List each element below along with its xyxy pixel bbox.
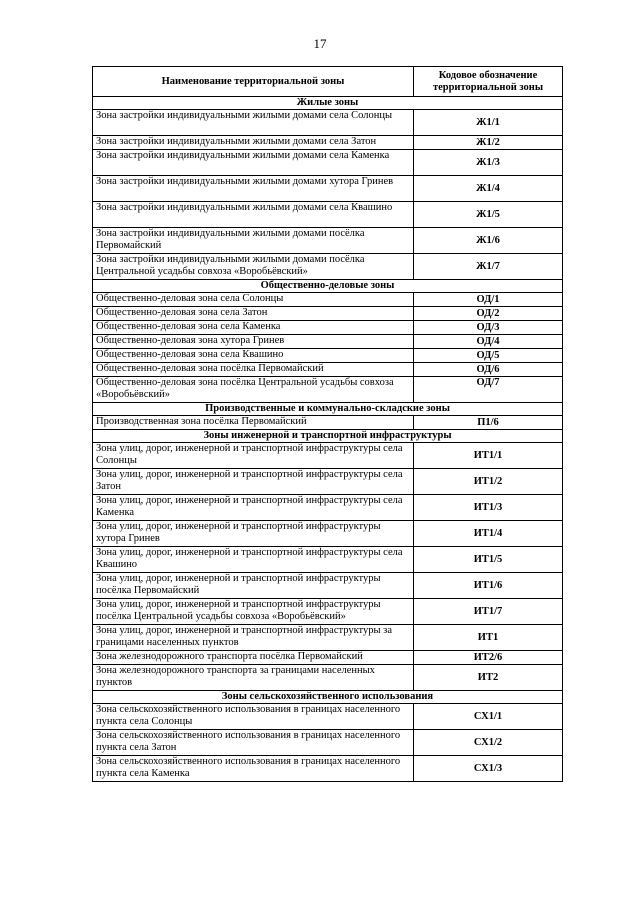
zone-name-cell: Зона сельскохозяйственного использования в границах населенного пункта села Каменка <box>93 756 414 782</box>
zone-code-cell: ИТ2 <box>414 665 563 691</box>
zone-name-cell: Общественно-деловая зона посёлка Центральной усадьбы совхоза «Воробьёвский» <box>93 377 414 403</box>
zone-name-cell: Общественно-деловая зона хутора Гринев <box>93 335 414 349</box>
zone-name-cell: Зона улиц, дорог, инженерной и транспортной инфраструктуры села Затон <box>93 469 414 495</box>
zone-code-cell: Ж1/5 <box>414 202 563 228</box>
zone-name-cell: Производственная зона посёлка Первомайский <box>93 416 414 430</box>
table-row <box>93 349 563 363</box>
section-row <box>93 280 563 293</box>
table-row <box>93 599 563 625</box>
zone-name-cell: Зона улиц, дорог, инженерной и транспортной инфраструктуры села Квашино <box>93 547 414 573</box>
table-row <box>93 293 563 307</box>
zone-name-cell: Зона застройки индивидуальными жилыми домами села Квашино <box>93 202 414 228</box>
zone-name-cell: Зона застройки индивидуальными жилыми домами села Солонцы <box>93 110 414 136</box>
zone-name-cell: Зона застройки индивидуальными жилыми домами села Затон <box>93 136 414 150</box>
table-row <box>93 443 563 469</box>
zone-code-cell: ИТ1 <box>414 625 563 651</box>
header-zone-code: Кодовое обозначение территориальной зоны <box>414 67 563 97</box>
table-row <box>93 363 563 377</box>
zone-code-cell: ИТ1/4 <box>414 521 563 547</box>
zone-name-cell: Общественно-деловая зона села Солонцы <box>93 293 414 307</box>
table-row <box>93 625 563 651</box>
table-row <box>93 136 563 150</box>
table-row <box>93 150 563 176</box>
zone-code-cell: ОД/3 <box>414 321 563 335</box>
table-row <box>93 335 563 349</box>
zone-code-cell: ИТ1/3 <box>414 495 563 521</box>
zone-name-cell: Зона застройки индивидуальными жилыми домами посёлка Центральной усадьбы совхоза «Воробьёвский» <box>93 254 414 280</box>
zone-code-cell: Ж1/1 <box>414 110 563 136</box>
section-row <box>93 430 563 443</box>
table-row <box>93 573 563 599</box>
table-row <box>93 228 563 254</box>
table-row <box>93 756 563 782</box>
zone-name-cell: Общественно-деловая зона села Затон <box>93 307 414 321</box>
section-title-industrial: Производственные и коммунально-складские зоны <box>93 403 563 416</box>
zone-code-cell: ОД/7 <box>414 377 563 403</box>
zone-code-cell: ОД/5 <box>414 349 563 363</box>
table-row <box>93 176 563 202</box>
zone-name-cell: Зона застройки индивидуальными жилыми домами села Каменка <box>93 150 414 176</box>
table-row <box>93 377 563 403</box>
table-row <box>93 704 563 730</box>
zones-table <box>92 66 563 782</box>
zone-name-cell: Общественно-деловая зона посёлка Первомайский <box>93 363 414 377</box>
section-title-agricultural: Зоны сельскохозяйственного использования <box>93 691 563 704</box>
table-row <box>93 651 563 665</box>
zone-name-cell: Зона улиц, дорог, инженерной и транспортной инфраструктуры хутора Гринев <box>93 521 414 547</box>
table-row <box>93 254 563 280</box>
page-number: 17 <box>313 36 327 51</box>
zone-code-cell: ИТ1/6 <box>414 573 563 599</box>
table-row <box>93 202 563 228</box>
zone-name-cell: Зона улиц, дорог, инженерной и транспортной инфраструктуры села Каменка <box>93 495 414 521</box>
zone-name-cell: Зона улиц, дорог, инженерной и транспортной инфраструктуры посёлка Первомайский <box>93 573 414 599</box>
table-header-row <box>93 67 563 97</box>
zone-name-cell: Зона улиц, дорог, инженерной и транспортной инфраструктуры за границами населенных пунктов <box>93 625 414 651</box>
zone-name-cell: Зона железнодорожного транспорта за границами населенных пунктов <box>93 665 414 691</box>
zone-code-cell: ОД/4 <box>414 335 563 349</box>
table-row <box>93 307 563 321</box>
zone-name-cell: Зона сельскохозяйственного использования в границах населенного пункта села Солонцы <box>93 704 414 730</box>
header-zone-name: Наименование территориальной зоны <box>93 67 414 97</box>
zone-name-cell: Общественно-деловая зона села Каменка <box>93 321 414 335</box>
table-row <box>93 469 563 495</box>
zone-code-cell: СХ1/3 <box>414 756 563 782</box>
table-row <box>93 321 563 335</box>
zone-code-cell: Ж1/2 <box>414 136 563 150</box>
section-row <box>93 691 563 704</box>
section-title-infrastructure: Зоны инженерной и транспортной инфраструктуры <box>93 430 563 443</box>
zone-code-cell: Ж1/3 <box>414 150 563 176</box>
zone-code-cell: СХ1/2 <box>414 730 563 756</box>
zone-name-cell: Зона улиц, дорог, инженерной и транспортной инфраструктуры села Солонцы <box>93 443 414 469</box>
zone-code-cell: ОД/6 <box>414 363 563 377</box>
zone-code-cell: Ж1/4 <box>414 176 563 202</box>
section-title-residential: Жилые зоны <box>93 97 563 110</box>
zone-name-cell: Зона сельскохозяйственного использования в границах населенного пункта села Затон <box>93 730 414 756</box>
zone-code-cell: СХ1/1 <box>414 704 563 730</box>
table-row <box>93 416 563 430</box>
table-row <box>93 665 563 691</box>
table-row <box>93 521 563 547</box>
zone-code-cell: ИТ1/5 <box>414 547 563 573</box>
table-row <box>93 547 563 573</box>
zone-name-cell: Зона железнодорожного транспорта посёлка Первомайский <box>93 651 414 665</box>
zone-code-cell: Ж1/7 <box>414 254 563 280</box>
zone-code-cell: ИТ1/7 <box>414 599 563 625</box>
zone-code-cell: ИТ2/6 <box>414 651 563 665</box>
zone-code-cell: ИТ1/2 <box>414 469 563 495</box>
zone-code-cell: П1/6 <box>414 416 563 430</box>
section-row <box>93 403 563 416</box>
table-row <box>93 730 563 756</box>
zone-code-cell: Ж1/6 <box>414 228 563 254</box>
zone-name-cell: Зона застройки индивидуальными жилыми домами посёлка Первомайский <box>93 228 414 254</box>
section-title-public-business: Общественно-деловые зоны <box>93 280 563 293</box>
zone-name-cell: Общественно-деловая зона села Квашино <box>93 349 414 363</box>
section-row <box>93 97 563 110</box>
zone-code-cell: ОД/2 <box>414 307 563 321</box>
zone-code-cell: ИТ1/1 <box>414 443 563 469</box>
zone-name-cell: Зона улиц, дорог, инженерной и транспортной инфраструктуры посёлка Центральной усадьбы совхоза «Воробьёвский» <box>93 599 414 625</box>
table-row <box>93 110 563 136</box>
zone-code-cell: ОД/1 <box>414 293 563 307</box>
table-row <box>93 495 563 521</box>
zone-name-cell: Зона застройки индивидуальными жилыми домами хутора Гринев <box>93 176 414 202</box>
